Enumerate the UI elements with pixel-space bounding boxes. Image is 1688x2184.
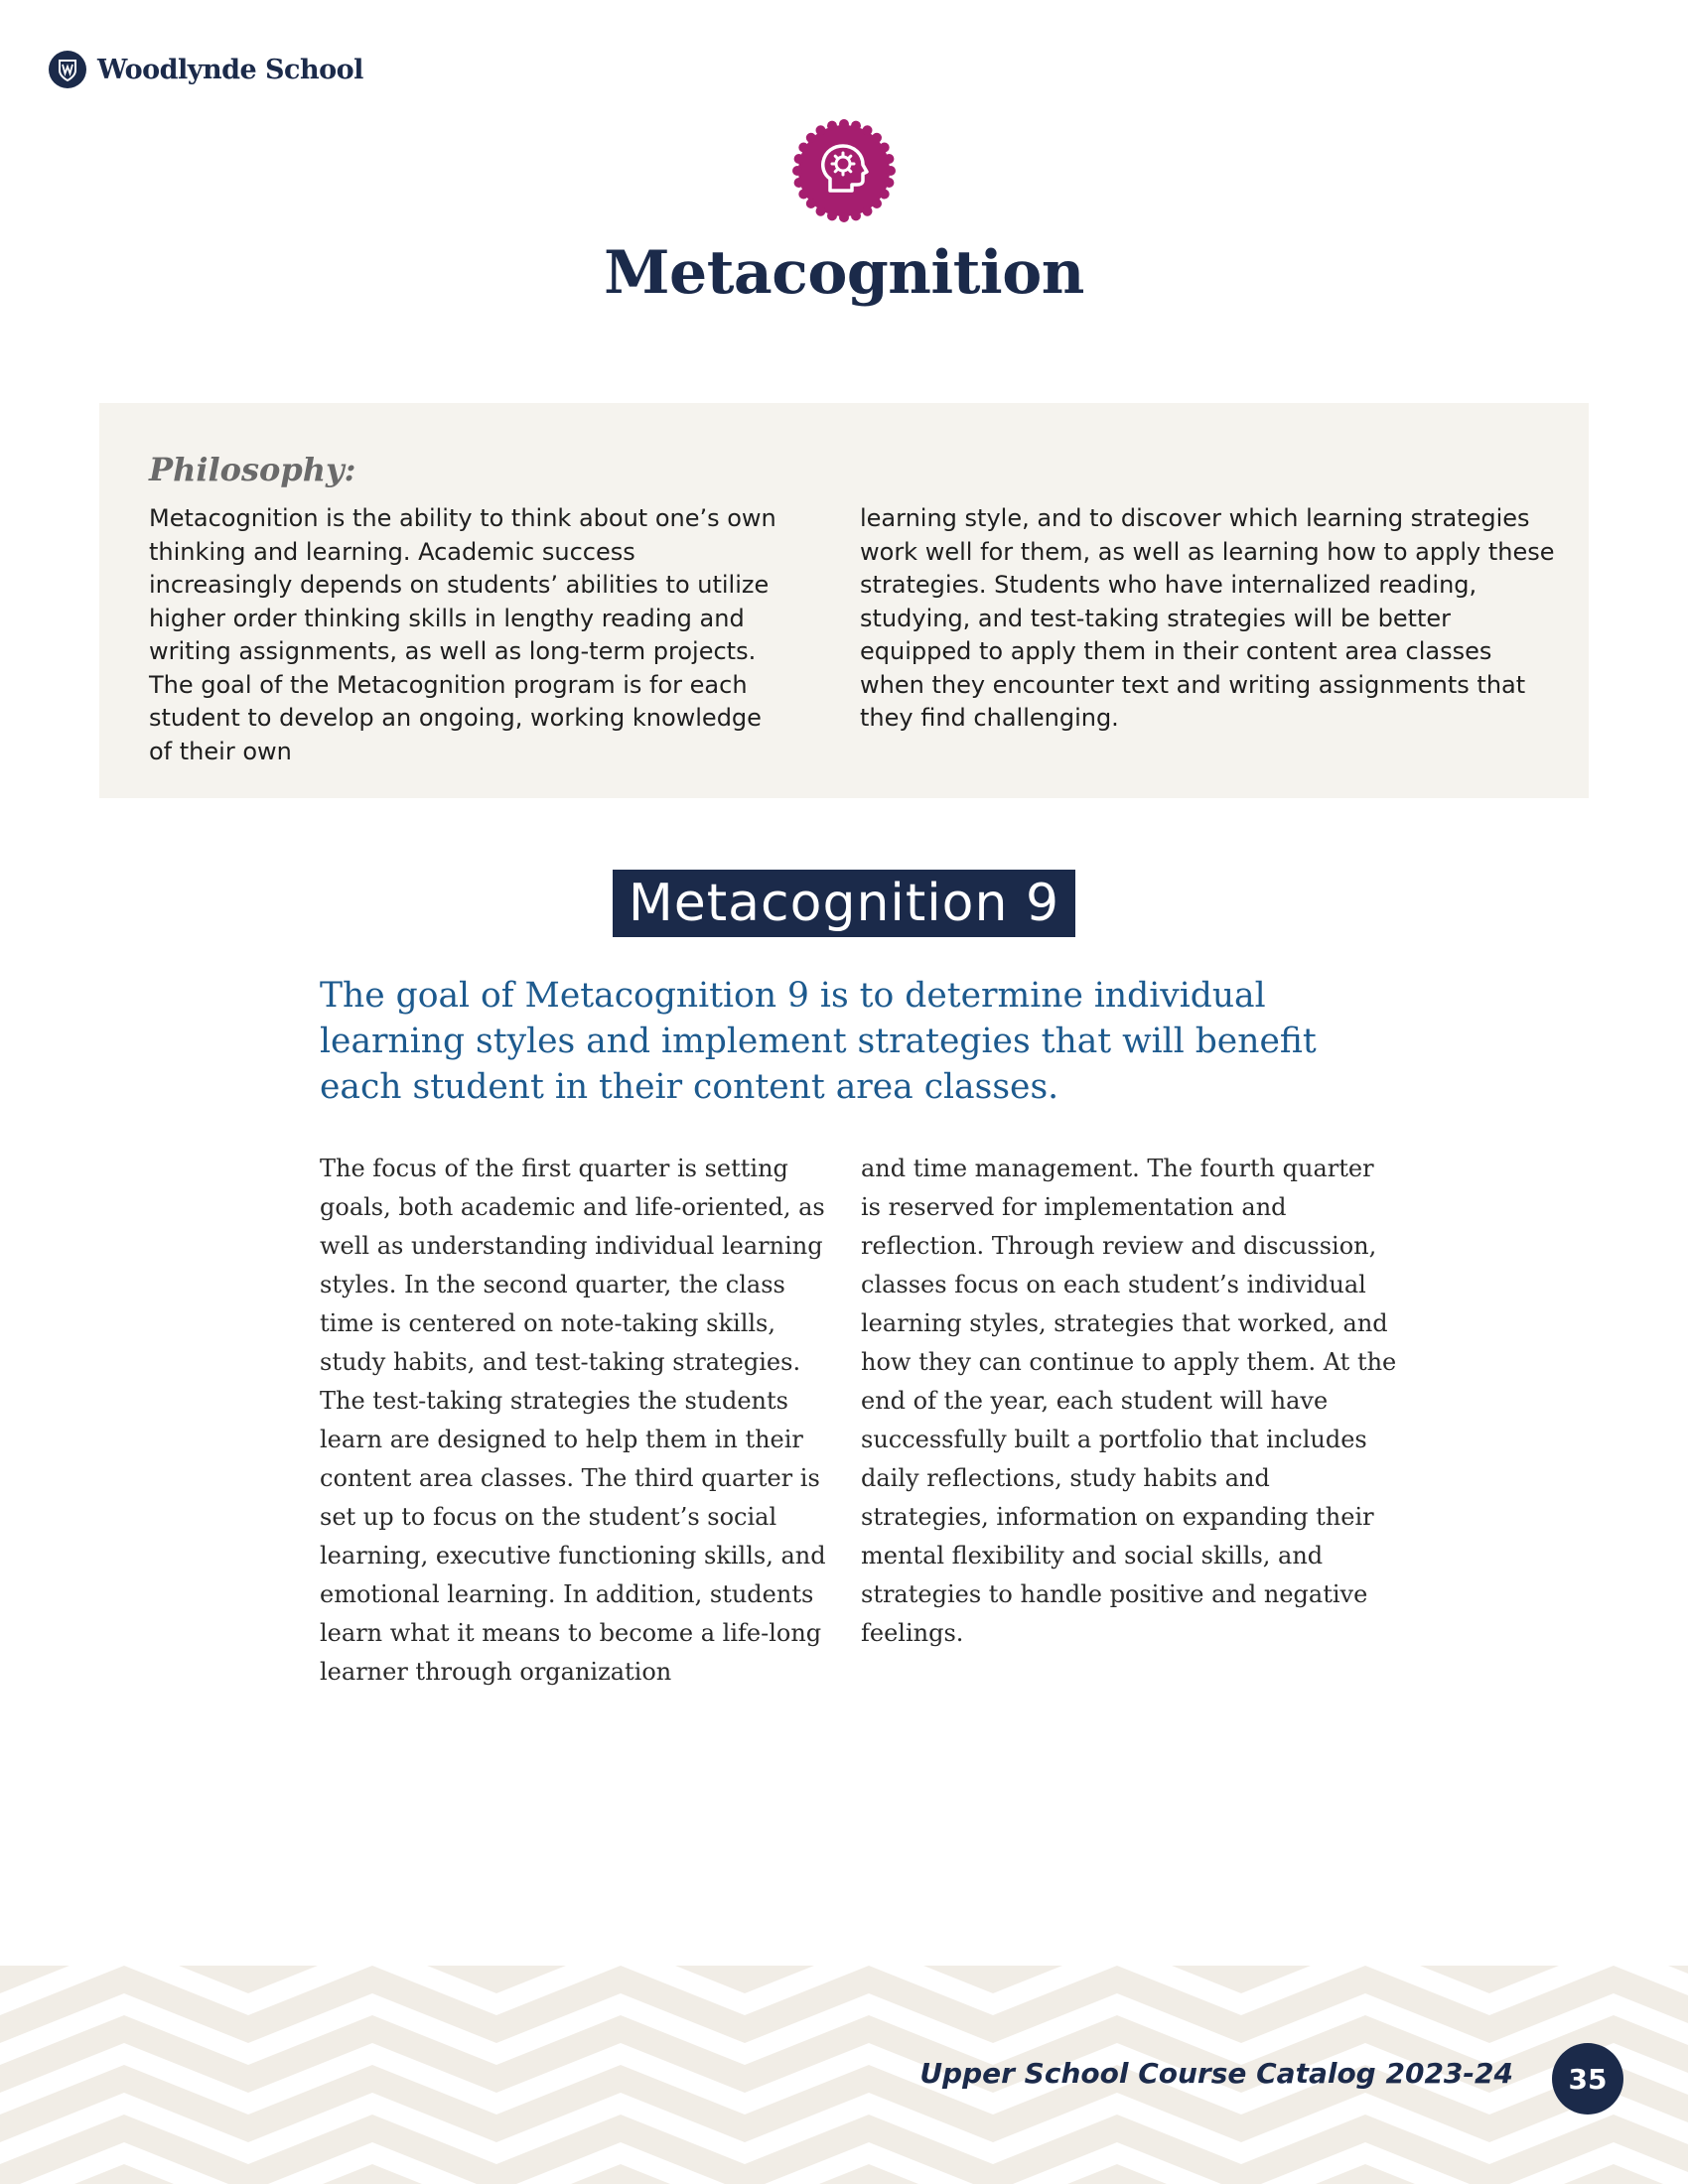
course-goal: The goal of Metacognition 9 is to determine individual learning styles and implement strategies that will benefit each student in their content area classes. <box>320 976 1317 1107</box>
philosophy-text-right: learning style, and to discover which learning strategies work well for them, as well as learning how to apply these strategies. Students who have internalized reading, studying, and test-taking strategies will be better equipped to apply them in their content area classes when they encounter text and writing assignments that they find challenging. <box>860 504 1555 732</box>
head-gear-icon <box>792 119 896 222</box>
page-number: 35 <box>1552 2043 1623 2115</box>
course-title-wrap <box>0 870 1688 937</box>
philosophy-heading: Philosophy: <box>149 451 356 488</box>
course-description-right: and time management. The fourth quarter is reserved for implementation and reflection. Through review and discussion, classes focus on each student’s individual learning styles, strategies that worked, and how they can continue to apply them. At the end of the year, each student will have successfully built a portfolio that includes daily reflections, study habits and strategies, information on expanding their mental flexibility and social skills, and strategies to handle positive and negative feelings. <box>861 1155 1397 1647</box>
catalog-title: Upper School Course Catalog 2023-24 <box>919 2057 1513 2090</box>
philosophy-text-left: Metacognition is the ability to think about one’s own thinking and learning. Academic success increasingly depends on students’ abilities to utilize higher order thinking skills in lengthy reading and writing assignments, as well as long-term projects. The goal of the Metacognition program is for each student to develop an ongoing, working knowledge of their own <box>149 504 776 765</box>
school-logo <box>48 48 363 91</box>
school-name: Woodlynde School <box>97 54 363 85</box>
course-title: Metacognition 9 <box>613 870 1075 937</box>
page-title: Metacognition <box>604 238 1084 308</box>
shield-crest-icon <box>48 50 87 89</box>
philosophy-panel <box>99 403 1589 798</box>
course-description-left: The focus of the first quarter is setting goals, both academic and life-oriented, as well as understanding individual learning styles. In the second quarter, the class time is centered on note-taking skills, study habits, and test-taking strategies. The test-taking strategies the students learn are designed to help them in their content area classes. The third quarter is set up to focus on the student’s social learning, executive functioning skills, and emotional learning. In addition, students learn what it means to become a life-long learner through organization <box>320 1155 826 1686</box>
